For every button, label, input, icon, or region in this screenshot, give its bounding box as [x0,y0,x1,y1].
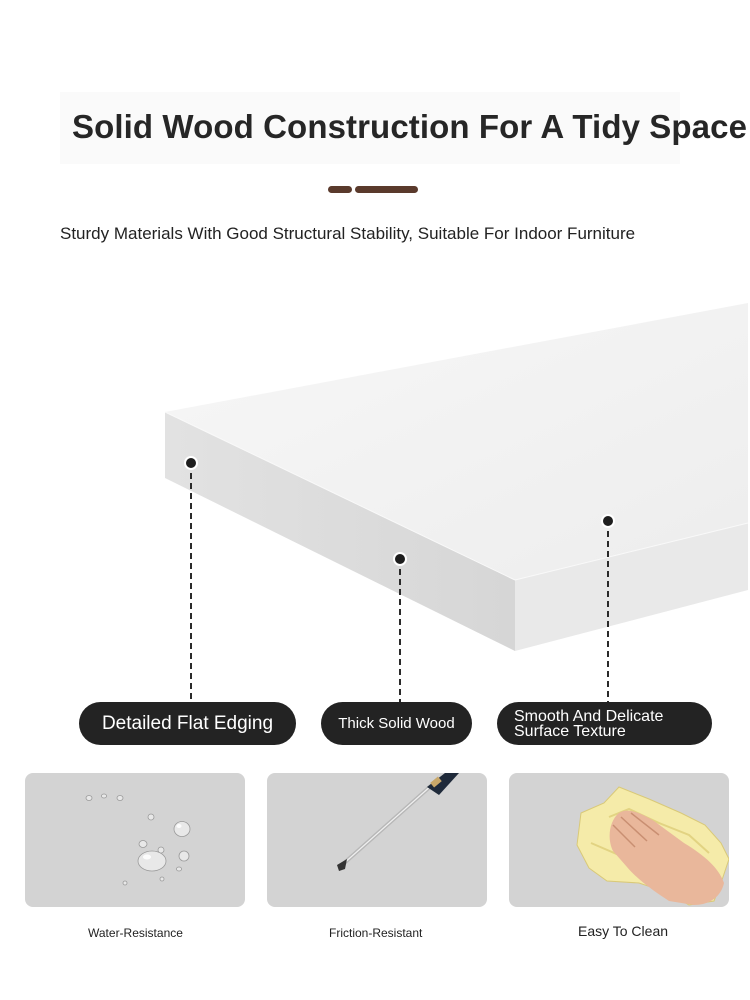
screwdriver-icon [267,773,487,907]
feature-card-clean [509,773,729,907]
title-divider-short [328,186,352,193]
cleaning-cloth-icon [509,773,729,907]
callout-marker-edging [185,457,197,705]
page-subtitle: Sturdy Materials With Good Structural Stability, Suitable For Indoor Furniture [60,224,636,243]
title-divider-long [355,186,418,193]
feature-caption-friction: Friction-Resistant [329,926,423,940]
feature-card-water [25,773,245,907]
callout-label-thickness: Thick Solid Wood [321,702,472,745]
feature-caption-clean: Easy To Clean [578,923,669,939]
feature-caption-water: Water-Resistance [88,926,183,940]
water-drops-icon [25,773,245,907]
feature-card-friction [267,773,487,907]
callout-label-edging: Detailed Flat Edging [79,702,296,745]
wood-board-illustration [0,280,750,750]
page-title: Solid Wood Construction For A Tidy Space [72,108,748,145]
callout-label-texture: Smooth And Delicate Surface Texture [497,702,712,745]
board-top-face [165,303,748,580]
